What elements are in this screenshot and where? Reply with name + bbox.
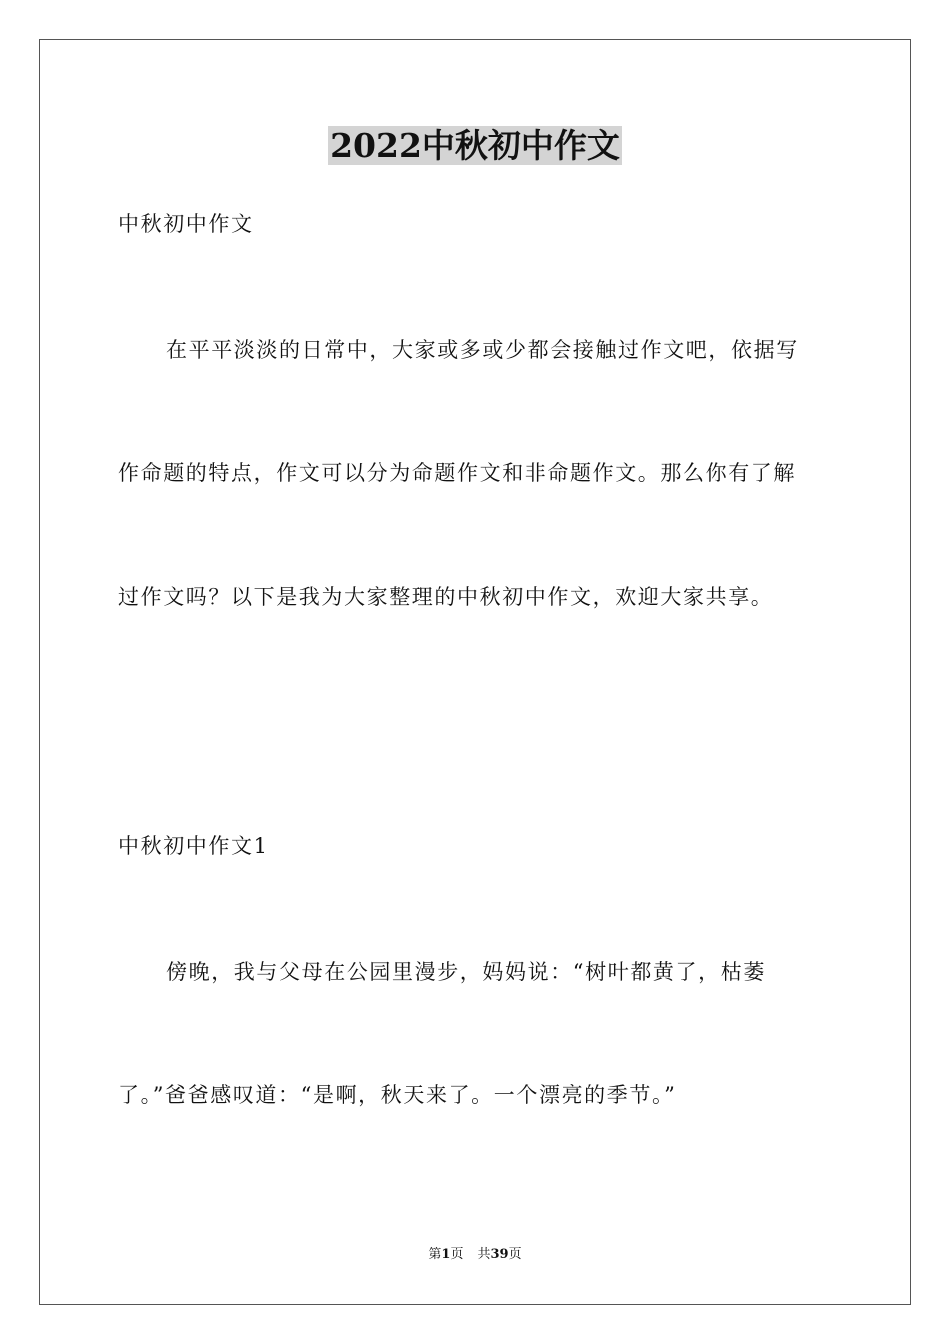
section-line-2: 了。”爸爸感叹道：“是啊，秋天来了。一个漂亮的季节。” [118, 1083, 677, 1107]
footer-page-suffix: 页 [450, 1247, 464, 1262]
section-heading: 中秋初中作文1 [118, 834, 269, 858]
footer-page-number: 1 [441, 1247, 451, 1262]
page-footer [0, 1246, 950, 1264]
footer-total-pages: 39 [490, 1247, 509, 1262]
document-subtitle: 中秋初中作文 [118, 212, 254, 236]
document-title-text: 2022中秋初中作文 [330, 126, 620, 165]
footer-page-prefix: 第 [428, 1247, 442, 1262]
intro-line-1: 在平平淡淡的日常中，大家或多或少都会接触过作文吧，依据写 [166, 338, 799, 362]
section-line-1: 傍晚，我与父母在公园里漫步，妈妈说：“树叶都黄了，枯萎 [166, 960, 766, 984]
intro-line-3: 过作文吗？以下是我为大家整理的中秋初中作文，欢迎大家共享。 [118, 585, 774, 609]
footer-total-suffix: 页 [508, 1247, 522, 1262]
footer-total-prefix: 共 [477, 1247, 491, 1262]
intro-line-2: 作命题的特点，作文可以分为命题作文和非命题作文。那么你有了解 [118, 461, 796, 485]
document-title [0, 124, 950, 168]
